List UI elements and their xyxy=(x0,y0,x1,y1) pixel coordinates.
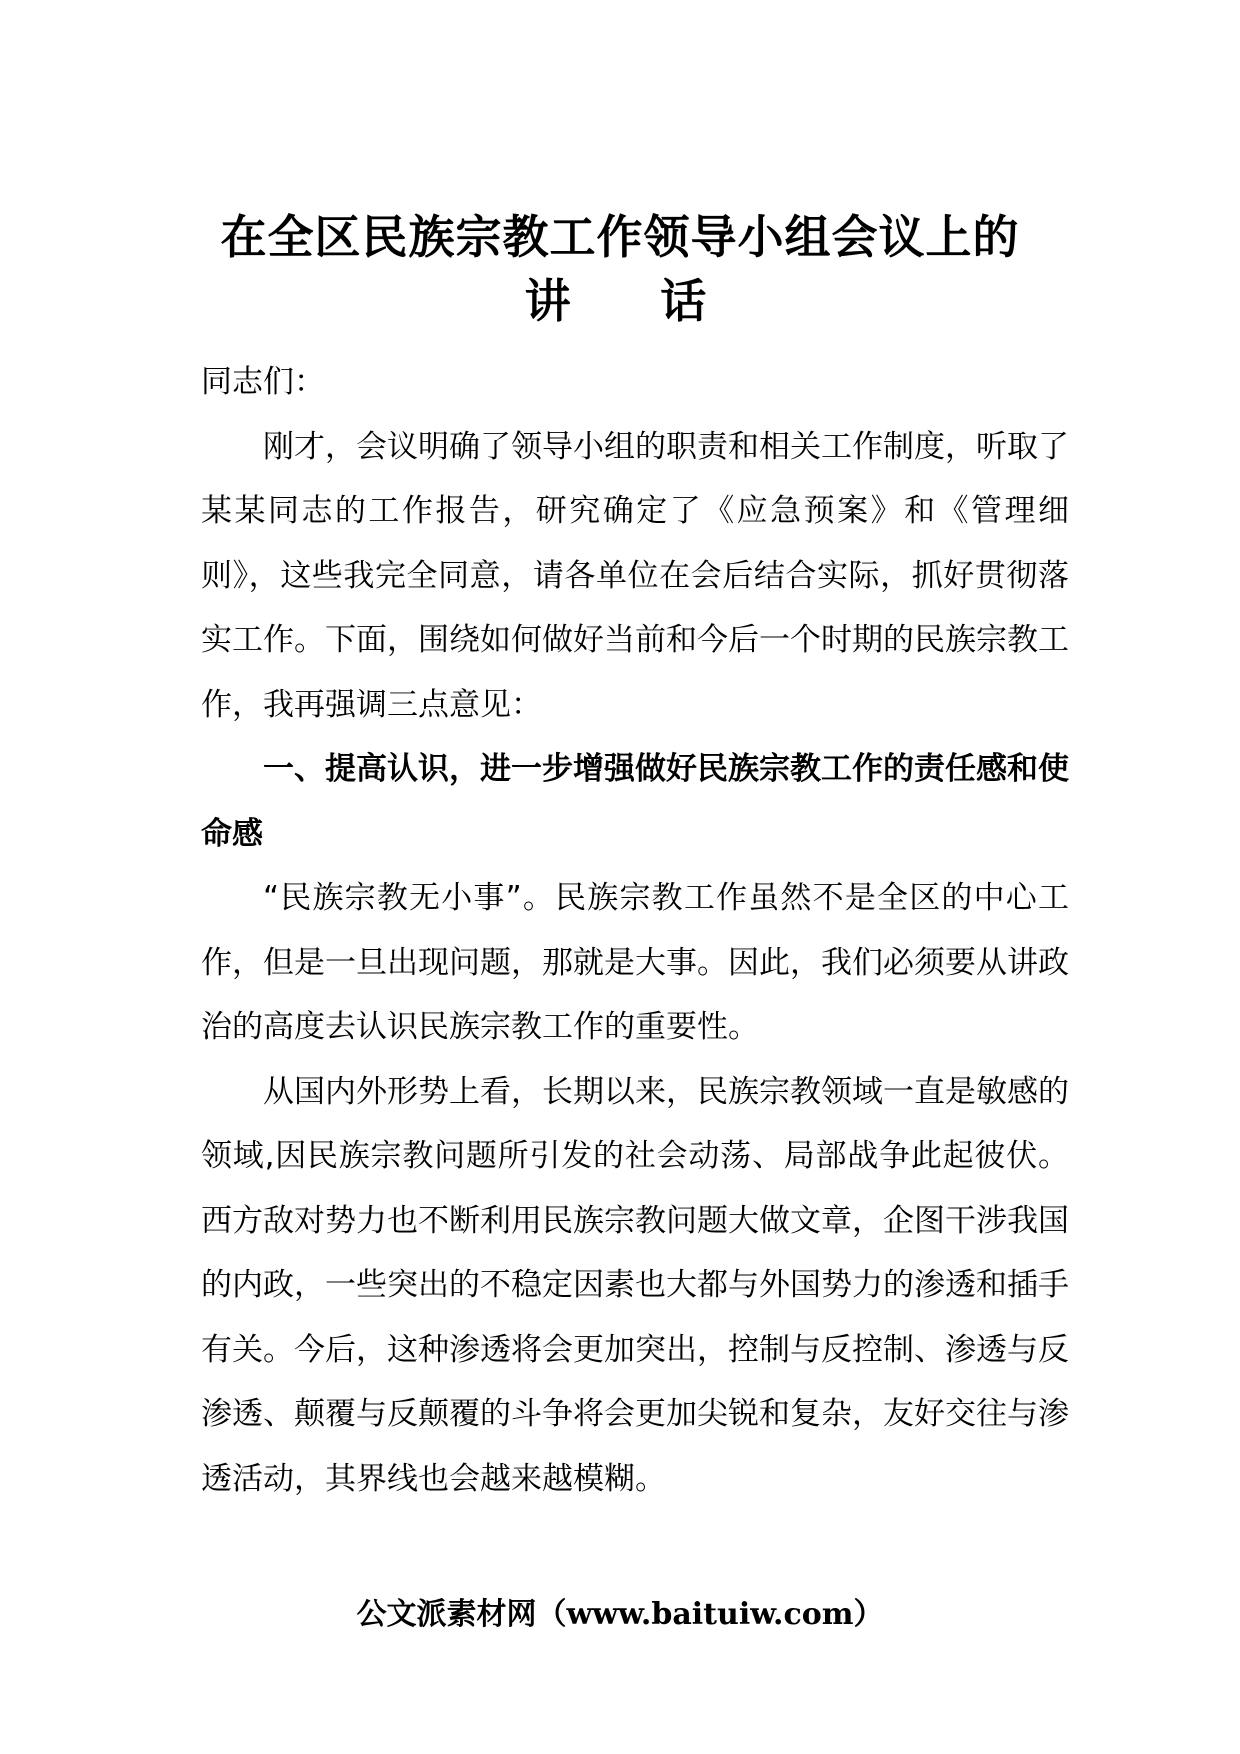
section-heading-1: 一、提高认识，进一步增强做好民族宗教工作的责任感和使命感 xyxy=(201,751,1069,852)
paragraph-2: 从国内外形势上看，长期以来，民族宗教领域一直是敏感的领域,因民族宗教问题所引发的社会动荡、局部战争此起彼伏。西方敌对势力也不断利用民族宗教问题大做文章，企图干涉我国的内政，一些突出的不稳定因素也大都与外国势力的渗透和插手有关。今后，这种渗透将会更加突出，控制与反控制、渗透与反渗透、颠覆与反颠覆的斗争将会更加尖锐和复杂，友好交往与渗透活动，其界线也会越来越模糊。 xyxy=(201,1073,1069,1497)
title-line-2: 讲 话 xyxy=(524,274,716,328)
document-body xyxy=(201,350,1069,1511)
title-line-1: 在全区民族宗教工作领导小组会议上的 xyxy=(220,210,1020,264)
document-title xyxy=(0,205,1240,333)
salutation: 同志们： xyxy=(201,364,325,400)
paragraph-intro: 刚才，会议明确了领导小组的职责和相关工作制度，听取了某某同志的工作报告，研究确定了《应急预案》和《管理细则》，这些我完全同意，请各单位在会后结合实际，抓好贯彻落实工作。下面，围绕如何做好当前和今后一个时期的民族宗教工作，我再强调三点意见： xyxy=(201,428,1069,723)
footer-source-text: 公文派素材网（www.baituiw.com） xyxy=(356,1597,884,1632)
paragraph-1: “民族宗教无小事”。民族宗教工作虽然不是全区的中心工作，但是一旦出现问题，那就是大事。因此，我们必须要从讲政治的高度去认识民族宗教工作的重要性。 xyxy=(201,880,1069,1045)
